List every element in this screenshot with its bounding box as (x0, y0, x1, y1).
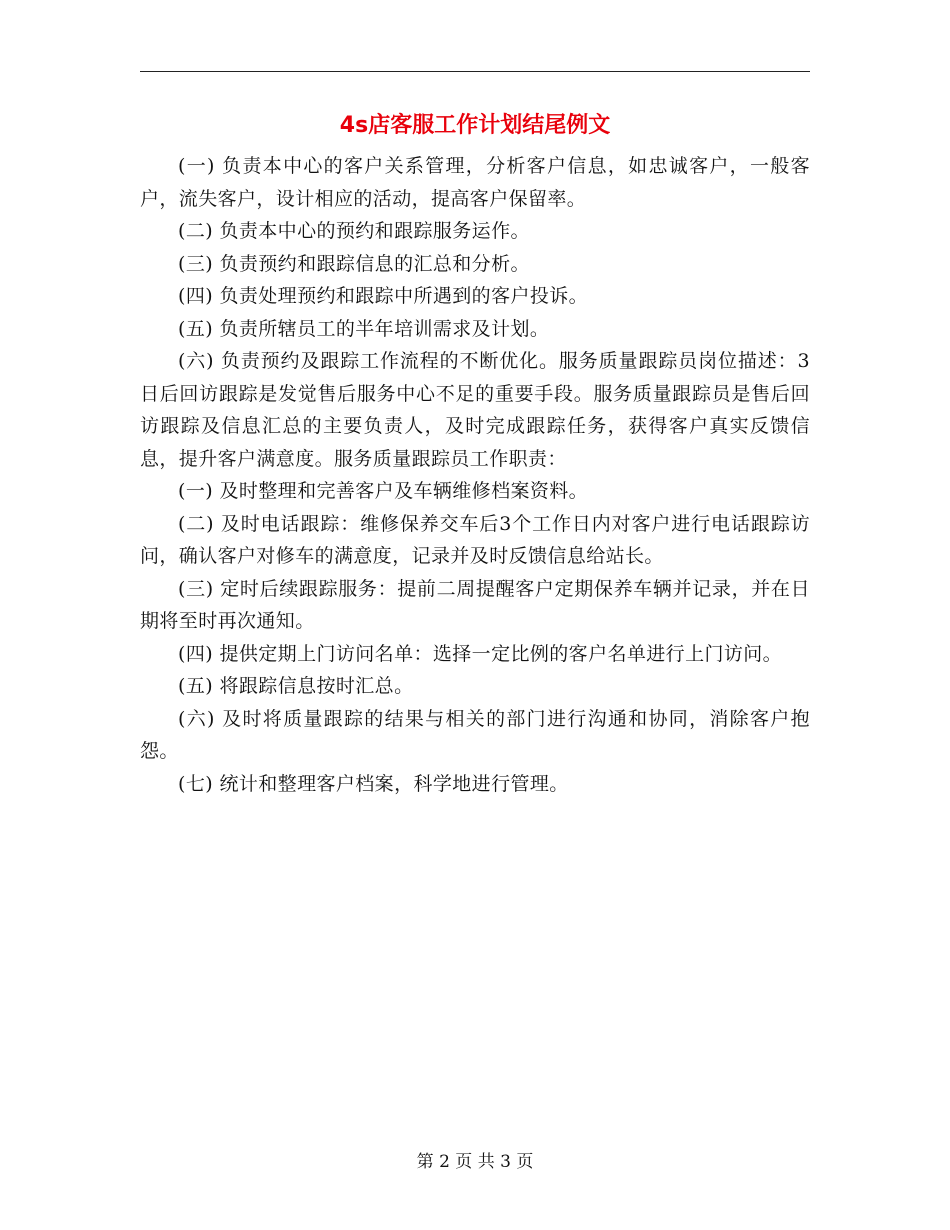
paragraph-4: (四) 负责处理预约和跟踪中所遇到的客户投诉。 (178, 285, 589, 307)
document-body (140, 150, 810, 800)
paragraph-10: (四) 提供定期上门访问名单：选择一定比例的客户名单进行上门访问。 (178, 642, 783, 665)
page-number-footer: 第 2 页 共 3 页 (416, 1152, 534, 1172)
paragraph-8: (二) 及时电话跟踪：维修保养交车后3个工作日内对客户进行电话跟踪访问，确认客户对修车的满意度，记录并及时反馈信息给站长。 (140, 512, 810, 567)
paragraph-6: (六) 负责预约及跟踪工作流程的不断优化。服务质量跟踪员岗位描述：3日后回访跟踪是发觉售后服务中心不足的重要手段。服务质量跟踪员是售后回访跟踪及信息汇总的主要负责人，及时完成跟踪任务，获得客户真实反馈信息，提升客户满意度。服务质量跟踪员工作职责： (140, 350, 810, 470)
paragraph-3: (三) 负责预约和跟踪信息的汇总和分析。 (178, 252, 530, 275)
paragraph-11: (五) 将跟踪信息按时汇总。 (178, 675, 414, 697)
document-title: 4s店客服工作计划结尾例文 (339, 113, 611, 138)
paragraph-2: (二) 负责本中心的预约和跟踪服务运作。 (178, 220, 530, 242)
paragraph-13: (七) 统计和整理客户档案，科学地进行管理。 (178, 772, 569, 795)
header-rule (140, 71, 810, 72)
paragraph-9: (三) 定时后续跟踪服务：提前二周提醒客户定期保养车辆并记录，并在日期将至时再次通知。 (140, 577, 810, 632)
paragraph-5: (五) 负责所辖员工的半年培训需求及计划。 (178, 317, 550, 340)
paragraph-7: (一) 及时整理和完善客户及车辆维修档案资料。 (178, 480, 589, 502)
paragraph-12: (六) 及时将质量跟踪的结果与相关的部门进行沟通和协同，消除客户抱怨。 (140, 707, 810, 762)
paragraph-1: (一) 负责本中心的客户关系管理，分析客户信息，如忠诚客户，一般客户，流失客户，设计相应的活动，提高客户保留率。 (140, 155, 810, 210)
